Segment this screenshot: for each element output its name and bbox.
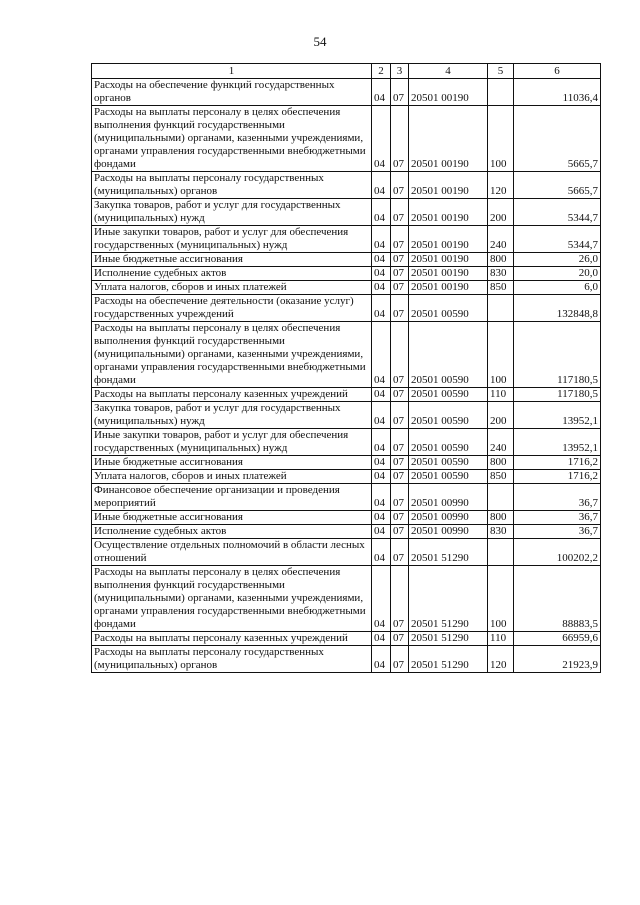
table-row <box>92 470 601 484</box>
row-section: 04 <box>372 226 391 253</box>
row-subsection: 07 <box>391 566 409 632</box>
row-target-code: 20501 00990 <box>409 525 488 539</box>
row-amount: 5344,7 <box>514 199 601 226</box>
row-target-code: 20501 00190 <box>409 199 488 226</box>
row-subsection: 07 <box>391 226 409 253</box>
row-expense-type: 100 <box>488 322 514 388</box>
row-subsection: 07 <box>391 388 409 402</box>
row-target-code: 20501 00190 <box>409 226 488 253</box>
header-col-1: 1 <box>92 64 372 79</box>
row-target-code: 20501 00590 <box>409 388 488 402</box>
row-section: 04 <box>372 525 391 539</box>
row-amount: 100202,2 <box>514 539 601 566</box>
row-target-code: 20501 00990 <box>409 511 488 525</box>
row-amount: 66959,6 <box>514 632 601 646</box>
row-name: Расходы на выплаты персоналу государственных (муниципальных) органов <box>92 646 372 673</box>
budget-table <box>91 63 601 673</box>
row-target-code: 20501 00590 <box>409 402 488 429</box>
row-section: 04 <box>372 646 391 673</box>
row-section: 04 <box>372 79 391 106</box>
row-section: 04 <box>372 253 391 267</box>
row-subsection: 07 <box>391 281 409 295</box>
row-expense-type: 800 <box>488 511 514 525</box>
row-amount: 13952,1 <box>514 402 601 429</box>
row-target-code: 20501 00190 <box>409 267 488 281</box>
row-amount: 1716,2 <box>514 470 601 484</box>
row-expense-type: 240 <box>488 429 514 456</box>
row-amount: 5344,7 <box>514 226 601 253</box>
row-expense-type <box>488 484 514 511</box>
table-header <box>92 64 601 79</box>
row-name: Закупка товаров, работ и услуг для государственных (муниципальных) нужд <box>92 402 372 429</box>
row-section: 04 <box>372 172 391 199</box>
row-target-code: 20501 00190 <box>409 281 488 295</box>
page-number: 54 <box>313 34 327 49</box>
row-subsection: 07 <box>391 322 409 388</box>
row-expense-type: 240 <box>488 226 514 253</box>
row-target-code: 20501 00990 <box>409 484 488 511</box>
row-amount: 21923,9 <box>514 646 601 673</box>
row-section: 04 <box>372 456 391 470</box>
row-section: 04 <box>372 388 391 402</box>
row-subsection: 07 <box>391 79 409 106</box>
table-row <box>92 79 601 106</box>
row-amount: 117180,5 <box>514 388 601 402</box>
row-target-code: 20501 00590 <box>409 322 488 388</box>
row-section: 04 <box>372 322 391 388</box>
row-subsection: 07 <box>391 539 409 566</box>
row-subsection: 07 <box>391 106 409 172</box>
table-row <box>92 172 601 199</box>
row-name: Уплата налогов, сборов и иных платежей <box>92 281 372 295</box>
row-section: 04 <box>372 566 391 632</box>
row-section: 04 <box>372 429 391 456</box>
row-expense-type: 850 <box>488 470 514 484</box>
row-name: Расходы на обеспечение деятельности (оказание услуг) государственных учреждений <box>92 295 372 322</box>
row-target-code: 20501 00190 <box>409 253 488 267</box>
row-expense-type: 110 <box>488 632 514 646</box>
row-expense-type: 120 <box>488 172 514 199</box>
row-amount: 117180,5 <box>514 322 601 388</box>
row-target-code: 20501 00590 <box>409 470 488 484</box>
row-subsection: 07 <box>391 511 409 525</box>
header-row <box>92 64 601 79</box>
row-amount: 36,7 <box>514 511 601 525</box>
row-subsection: 07 <box>391 525 409 539</box>
row-section: 04 <box>372 281 391 295</box>
row-expense-type: 200 <box>488 402 514 429</box>
header-col-2: 2 <box>372 64 391 79</box>
table-row <box>92 632 601 646</box>
table-row <box>92 388 601 402</box>
row-amount: 11036,4 <box>514 79 601 106</box>
row-subsection: 07 <box>391 295 409 322</box>
row-subsection: 07 <box>391 632 409 646</box>
row-amount: 13952,1 <box>514 429 601 456</box>
row-name: Расходы на выплаты персоналу в целях обеспечения выполнения функций государственными (муниципальными) органами, казенными учреждениями, органами управления государственными внебюджетными фондами <box>92 566 372 632</box>
row-expense-type: 830 <box>488 267 514 281</box>
header-col-6: 6 <box>514 64 601 79</box>
table-row <box>92 429 601 456</box>
row-amount: 36,7 <box>514 525 601 539</box>
row-name: Расходы на выплаты персоналу казенных учреждений <box>92 388 372 402</box>
header-col-4: 4 <box>409 64 488 79</box>
row-amount: 5665,7 <box>514 172 601 199</box>
row-section: 04 <box>372 511 391 525</box>
row-name: Иные закупки товаров, работ и услуг для обеспечения государственных (муниципальных) нужд <box>92 429 372 456</box>
table-row <box>92 511 601 525</box>
row-expense-type: 100 <box>488 106 514 172</box>
table-row <box>92 566 601 632</box>
row-name: Исполнение судебных актов <box>92 525 372 539</box>
row-name: Иные бюджетные ассигнования <box>92 511 372 525</box>
row-subsection: 07 <box>391 199 409 226</box>
row-target-code: 20501 00190 <box>409 172 488 199</box>
table-row <box>92 281 601 295</box>
row-amount: 88883,5 <box>514 566 601 632</box>
row-section: 04 <box>372 199 391 226</box>
row-name: Уплата налогов, сборов и иных платежей <box>92 470 372 484</box>
table-row <box>92 402 601 429</box>
row-target-code: 20501 00590 <box>409 429 488 456</box>
row-section: 04 <box>372 632 391 646</box>
row-subsection: 07 <box>391 267 409 281</box>
row-target-code: 20501 00590 <box>409 295 488 322</box>
row-section: 04 <box>372 402 391 429</box>
row-name: Осуществление отдельных полномочий в области лесных отношений <box>92 539 372 566</box>
row-expense-type: 800 <box>488 253 514 267</box>
table-body <box>92 79 601 673</box>
row-target-code: 20501 51290 <box>409 632 488 646</box>
row-target-code: 20501 51290 <box>409 566 488 632</box>
table-row <box>92 267 601 281</box>
table-row <box>92 253 601 267</box>
row-name: Расходы на выплаты персоналу казенных учреждений <box>92 632 372 646</box>
row-amount: 5665,7 <box>514 106 601 172</box>
row-expense-type <box>488 79 514 106</box>
row-section: 04 <box>372 267 391 281</box>
row-section: 04 <box>372 539 391 566</box>
row-expense-type: 800 <box>488 456 514 470</box>
row-subsection: 07 <box>391 429 409 456</box>
row-subsection: 07 <box>391 402 409 429</box>
row-subsection: 07 <box>391 484 409 511</box>
row-target-code: 20501 00190 <box>409 106 488 172</box>
row-target-code: 20501 00590 <box>409 456 488 470</box>
row-name: Расходы на выплаты персоналу в целях обеспечения выполнения функций государственными (муниципальными) органами, казенными учреждениями, органами управления государственными внебюджетными фондами <box>92 322 372 388</box>
row-name: Закупка товаров, работ и услуг для государственных (муниципальных) нужд <box>92 199 372 226</box>
header-col-3: 3 <box>391 64 409 79</box>
row-amount: 132848,8 <box>514 295 601 322</box>
table-row <box>92 106 601 172</box>
row-name: Иные бюджетные ассигнования <box>92 456 372 470</box>
row-expense-type: 120 <box>488 646 514 673</box>
row-expense-type: 850 <box>488 281 514 295</box>
table-row <box>92 226 601 253</box>
row-name: Расходы на выплаты персоналу государственных (муниципальных) органов <box>92 172 372 199</box>
row-expense-type: 200 <box>488 199 514 226</box>
row-target-code: 20501 51290 <box>409 646 488 673</box>
row-amount: 26,0 <box>514 253 601 267</box>
row-name: Иные закупки товаров, работ и услуг для обеспечения государственных (муниципальных) нужд <box>92 226 372 253</box>
row-subsection: 07 <box>391 456 409 470</box>
row-section: 04 <box>372 470 391 484</box>
row-name: Расходы на выплаты персоналу в целях обеспечения выполнения функций государственными (муниципальными) органами, казенными учреждениями, органами управления государственными внебюджетными фондами <box>92 106 372 172</box>
row-subsection: 07 <box>391 646 409 673</box>
row-amount: 36,7 <box>514 484 601 511</box>
row-name: Исполнение судебных актов <box>92 267 372 281</box>
row-expense-type: 110 <box>488 388 514 402</box>
row-subsection: 07 <box>391 253 409 267</box>
row-subsection: 07 <box>391 470 409 484</box>
table-row <box>92 322 601 388</box>
row-target-code: 20501 00190 <box>409 79 488 106</box>
row-name: Расходы на обеспечение функций государственных органов <box>92 79 372 106</box>
row-section: 04 <box>372 295 391 322</box>
row-expense-type <box>488 539 514 566</box>
table-row <box>92 295 601 322</box>
table-row <box>92 199 601 226</box>
row-name: Финансовое обеспечение организации и проведения мероприятий <box>92 484 372 511</box>
row-amount: 1716,2 <box>514 456 601 470</box>
row-expense-type <box>488 295 514 322</box>
table-row <box>92 539 601 566</box>
row-amount: 20,0 <box>514 267 601 281</box>
row-subsection: 07 <box>391 172 409 199</box>
table-row <box>92 484 601 511</box>
table-row <box>92 646 601 673</box>
row-target-code: 20501 51290 <box>409 539 488 566</box>
table-row <box>92 525 601 539</box>
row-expense-type: 100 <box>488 566 514 632</box>
row-name: Иные бюджетные ассигнования <box>92 253 372 267</box>
row-section: 04 <box>372 106 391 172</box>
header-col-5: 5 <box>488 64 514 79</box>
row-amount: 6,0 <box>514 281 601 295</box>
row-section: 04 <box>372 484 391 511</box>
row-expense-type: 830 <box>488 525 514 539</box>
table-row <box>92 456 601 470</box>
